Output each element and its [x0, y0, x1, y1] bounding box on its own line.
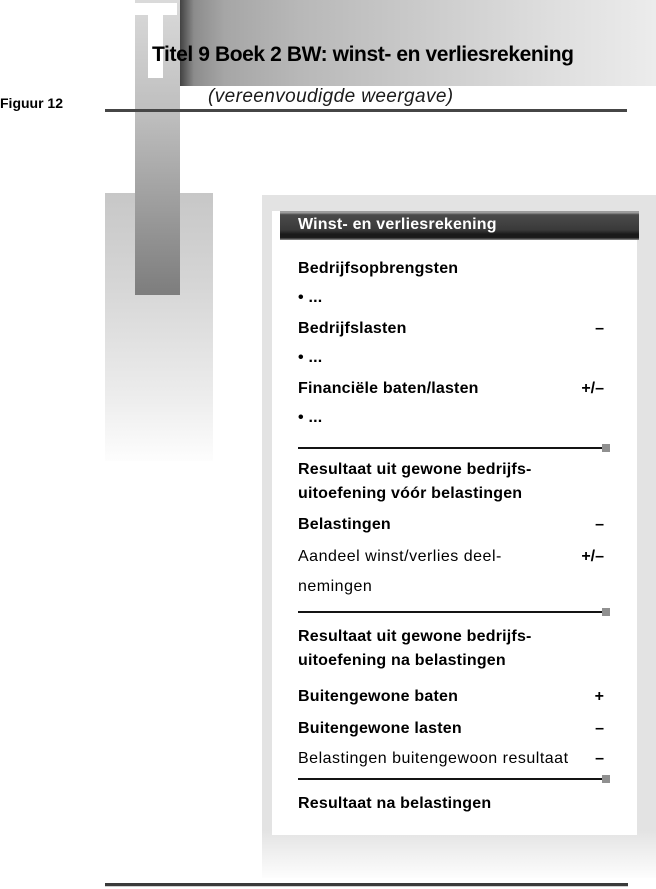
- letter-t-text: [0, 0, 1, 1]
- statement-row: Bedrijfsopbrengsten: [298, 260, 459, 277]
- page-subtitle: (vereenvoudigde weergave): [208, 86, 454, 107]
- statement-row: Buitengewone lasten –: [298, 720, 604, 737]
- sign-value: –: [595, 750, 604, 767]
- statement-bullet-row: • ...: [298, 349, 323, 366]
- statement-row-continuation: uitoefening vóór belastingen: [298, 485, 523, 502]
- statement-total-rule: [298, 778, 608, 780]
- sign-value: +/–: [581, 380, 604, 397]
- sign-value: +: [594, 688, 604, 705]
- sign-value: –: [595, 320, 604, 337]
- statement-row: Aandeel winst/verlies deel- +/–: [298, 548, 604, 565]
- statement-subtotal-rule: [298, 611, 608, 613]
- letter-t-stem: [148, 3, 163, 78]
- statement-row: Resultaat uit gewone bedrijfs-: [298, 628, 532, 645]
- statement-row: Bedrijfslasten –: [298, 320, 604, 337]
- statement-row: Resultaat uit gewone bedrijfs-: [298, 461, 532, 478]
- statement-bullet-row: • ...: [298, 289, 323, 306]
- statement-header-bar: [280, 211, 639, 240]
- header-rule: [105, 109, 627, 112]
- statement-row-continuation: uitoefening na belastingen: [298, 652, 506, 669]
- sign-value: –: [595, 720, 604, 737]
- statement-row: Resultaat na belastingen: [298, 795, 492, 812]
- sign-value: +/–: [581, 548, 604, 565]
- statement-box: [272, 211, 637, 835]
- figure-label: Figuur 12: [0, 95, 64, 111]
- statement-row: Belastingen buitengewoon resultaat –: [298, 750, 604, 767]
- page-title: Titel 9 Boek 2 BW: winst- en verliesrekening: [152, 43, 574, 66]
- statement-row-continuation: nemingen: [298, 578, 373, 595]
- sign-value: –: [595, 516, 604, 533]
- statement-row: Financiële baten/lasten +/–: [298, 380, 604, 397]
- statement-row: Buitengewone baten +: [298, 688, 604, 705]
- statement-row: Belastingen –: [298, 516, 604, 533]
- statement-bullet-row: • ...: [298, 409, 323, 426]
- statement-subtotal-rule: [298, 447, 608, 449]
- footer-rule: [105, 883, 628, 887]
- statement-title: Winst- en verliesrekening: [298, 216, 497, 233]
